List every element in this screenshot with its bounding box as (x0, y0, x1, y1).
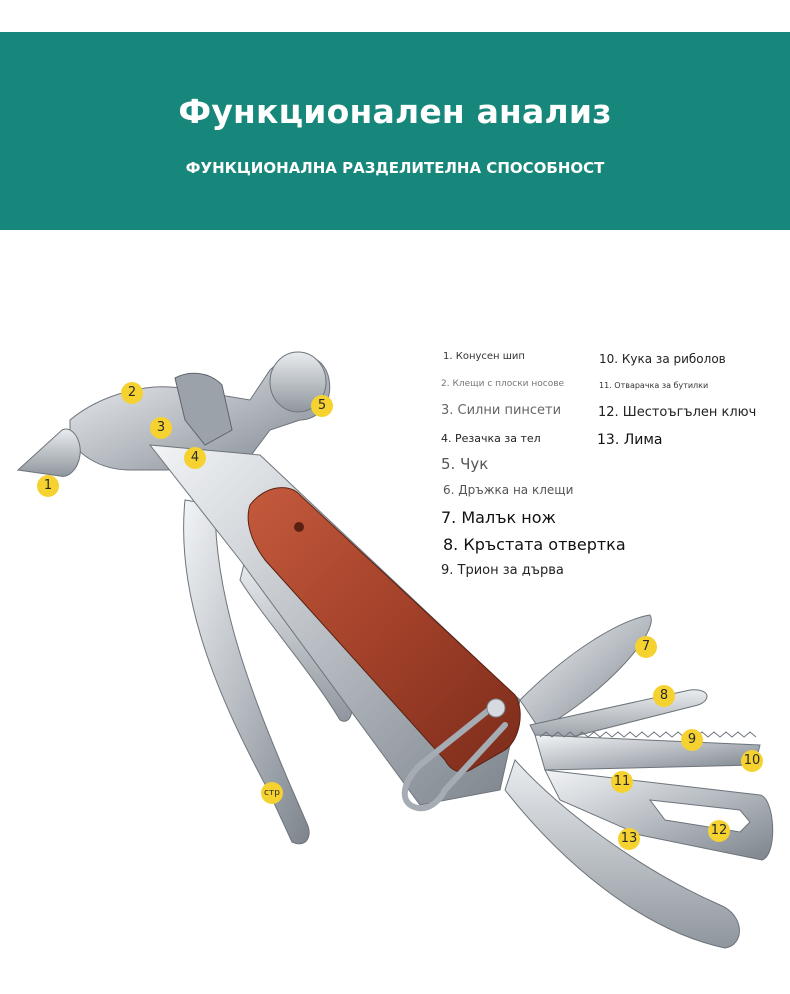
marker-10: 10 (741, 750, 763, 772)
legend-item-8: 8. Кръстата отвертка (443, 535, 626, 554)
legend-item-4: 4. Резачка за тел (441, 432, 541, 445)
legend-item-3: 3. Силни пинсети (441, 403, 562, 418)
legend-item-7: 7. Малък нож (441, 508, 556, 527)
legend-item-1: 1. Конусен шип (443, 351, 525, 362)
marker-13: 13 (618, 828, 640, 850)
legend-item-9: 9. Трион за дърва (441, 563, 564, 578)
legend-item-12: 12. Шестоъгълен ключ (598, 405, 757, 420)
marker-11: 11 (611, 771, 633, 793)
page-title: Функционален анализ (178, 92, 612, 131)
marker-3: 3 (150, 417, 172, 439)
marker-5: 5 (311, 395, 333, 417)
marker-9: 9 (681, 729, 703, 751)
legend-item-13: 13. Лима (597, 432, 663, 448)
marker-8: 8 (653, 685, 675, 707)
page-subtitle: ФУНКЦИОНАЛНА РАЗДЕЛИТЕЛНА СПОСОБНОСТ (185, 159, 605, 177)
marker-1: 1 (37, 475, 59, 497)
legend-item-2: 2. Клещи с плоски носове (441, 379, 565, 389)
handle-rivet (294, 522, 304, 532)
marker-2: 2 (121, 382, 143, 404)
legend-item-10: 10. Кука за риболов (599, 352, 726, 366)
marker-6: стр (261, 782, 283, 804)
marker-4: 4 (184, 447, 206, 469)
marker-7: 7 (635, 636, 657, 658)
legend-item-11: 11. Отварачка за бутилки (599, 381, 709, 390)
marker-12: 12 (708, 820, 730, 842)
ring-rivet (487, 699, 505, 717)
cone-spike (18, 429, 80, 476)
wood-saw (535, 735, 760, 770)
legend-item-5: 5. Чук (441, 455, 489, 473)
legend-item-6: 6. Дръжка на клещи (443, 483, 574, 497)
